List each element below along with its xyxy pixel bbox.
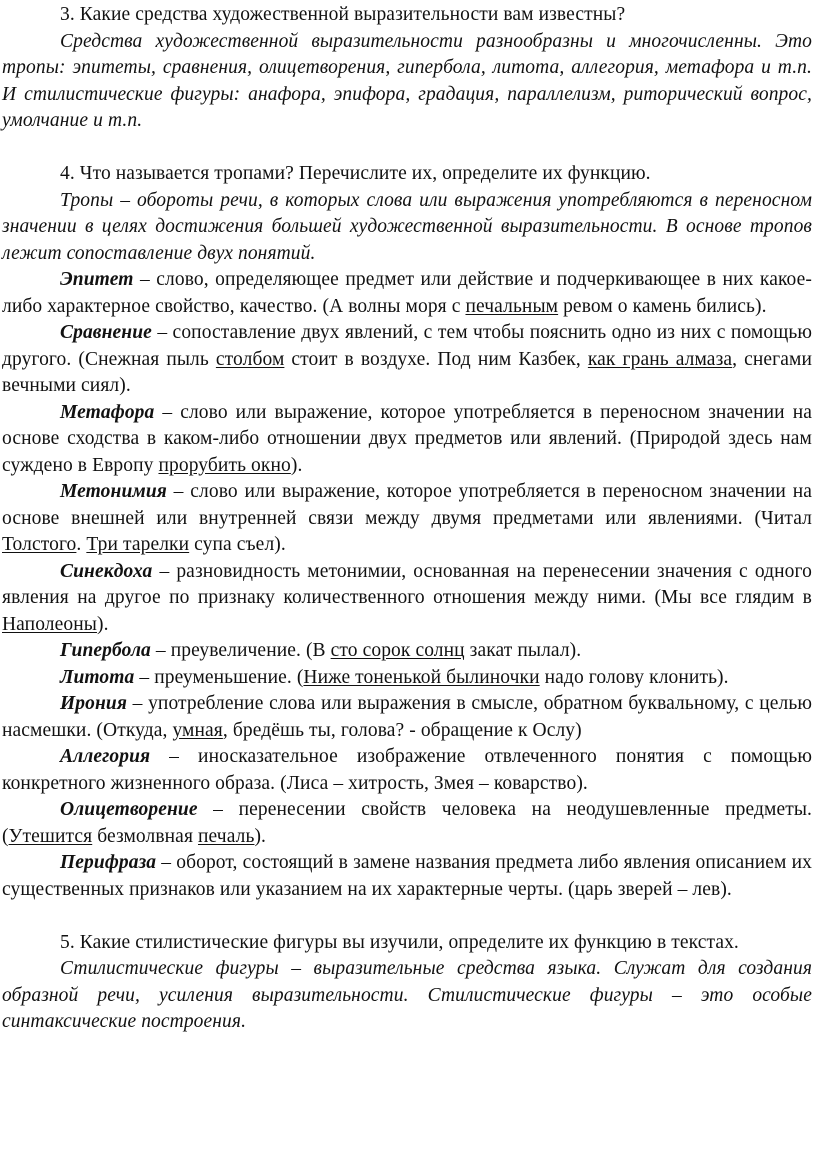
definition-epithet: Эпитет – слово, определяющее предмет или действие и подчеркивающее в них какое-либо характерное свойство, качество. (А волны моря с печальным ревом о камень бились). (2, 269, 812, 317)
answer-5: Стилистические фигуры – выразительные средства языка. Служат для создания образной речи, усиления выразительности. Стилистические фигуры – это особые синтаксические построения. (2, 958, 812, 1032)
definition-personification: Олицетворение – перенесении свойств человека на неодушевленные предметы. (Утешится безмолвная печаль). (2, 799, 812, 847)
question-3: 3. Какие средства художественной выразительности вам известны? (60, 4, 626, 25)
definition-comparison: Сравнение – сопоставление двух явлений, с тем чтобы пояснить одно из них с помощью другого. (Снежная пыль столбом стоит в воздухе. Под ним Казбек, как грань алмаза, снегами вечными сиял). (2, 322, 813, 396)
example-underlined: умная (172, 719, 223, 741)
example-underlined: сто сорок солнц (330, 640, 465, 661)
question-5: 5. Какие стилистические фигуры вы изучили, определите их функцию в текстах. (60, 931, 739, 953)
example-underlined: Ниже тоненькой былиночки (303, 666, 540, 688)
definition-metonymy: Метонимия – слово или выражение, которое употребляется в переносном значении на основе внешней или внутренней связи между двумя предметами или явлениями. (Читал Толстого. Три тарелки супа съел). (2, 481, 812, 555)
term-litotes: Литота (60, 666, 135, 688)
term-hyperbole: Гипербола (60, 640, 151, 661)
term-synecdoche: Синекдоха (60, 560, 153, 582)
definition-periphrasis: Перифраза – оборот, состоящий в замене названия предмета либо явления описанием их существенных признаков или указанием на их характерные черты. (царь зверей – лев). (2, 852, 812, 900)
term-metaphor: Метафора (60, 401, 155, 423)
example-underlined: как грань алмаза (587, 348, 733, 370)
term-irony: Ирония (60, 693, 127, 714)
question-4: 4. Что называется тропами? Перечислите их, определите их функцию. (60, 163, 651, 184)
paragraph-gap (0, 903, 816, 930)
answer-4: Тропы – обороты речи, в которых слова или выражения употребляются в переносном значении в целях достижения большей художественной выразительности. В основе тропов лежит сопоставление двух понятий. (2, 189, 812, 264)
term-epithet: Эпитет (60, 269, 134, 290)
term-metonymy: Метонимия (60, 481, 167, 502)
definition-irony: Ирония – употребление слова или выражения в смысле, обратном буквальному, с целью насмешки. (Откуда, умная, бредёшь ты, голова? - обращение к Ослу) (2, 693, 812, 741)
term-comparison: Сравнение (60, 322, 152, 343)
definition-metaphor: Метафора – слово или выражение, которое употребляется в переносном значении на основе сходства в каком-либо отношении двух предметов или явлений. (Природой здесь нам суждено в Европу прорубить окно). (2, 401, 812, 476)
paragraph-gap (0, 135, 816, 162)
example-underlined: столбом (215, 348, 285, 370)
example-underlined: Толстого (2, 534, 77, 555)
term-allegory: Аллегория (60, 746, 151, 767)
example-underlined: печальным (465, 295, 559, 317)
example-underlined: прорубить окно (158, 454, 291, 476)
definition-hyperbole: Гипербола – преувеличение. (В сто сорок солнц закат пылал). (60, 640, 582, 661)
answer-3: Средства художественной выразительности разнообразны и многочисленны. Это тропы: эпитеты, сравнения, олицетворения, гипербола, литота, аллегория, метафора и т.п. И стилистические фигуры: анафора, эпифора, градация, параллелизм, риторический вопрос, умолчание и т.п. (2, 30, 812, 131)
example-underlined: Три тарелки (86, 534, 190, 555)
definition-synecdoche: Синекдоха – разновидность метонимии, основанная на перенесении значения с одного явления на другое по признаку количественного отношения между ними. (Мы все глядим в Наполеоны). (2, 560, 812, 635)
example-underlined: Утешится (8, 825, 93, 847)
example-underlined: Наполеоны (2, 613, 97, 635)
term-periphrasis: Перифраза (60, 852, 157, 873)
term-personification: Олицетворение (60, 799, 198, 820)
definition-litotes: Литота – преуменьшение. (Ниже тоненькой былиночки надо голову клонить). (60, 666, 729, 688)
definition-allegory: Аллегория – иносказательное изображение отвлеченного понятия с помощью конкретного жизненного образа. (Лиса – хитрость, Змея – коварство). (2, 746, 812, 794)
example-underlined: печаль (197, 825, 255, 847)
